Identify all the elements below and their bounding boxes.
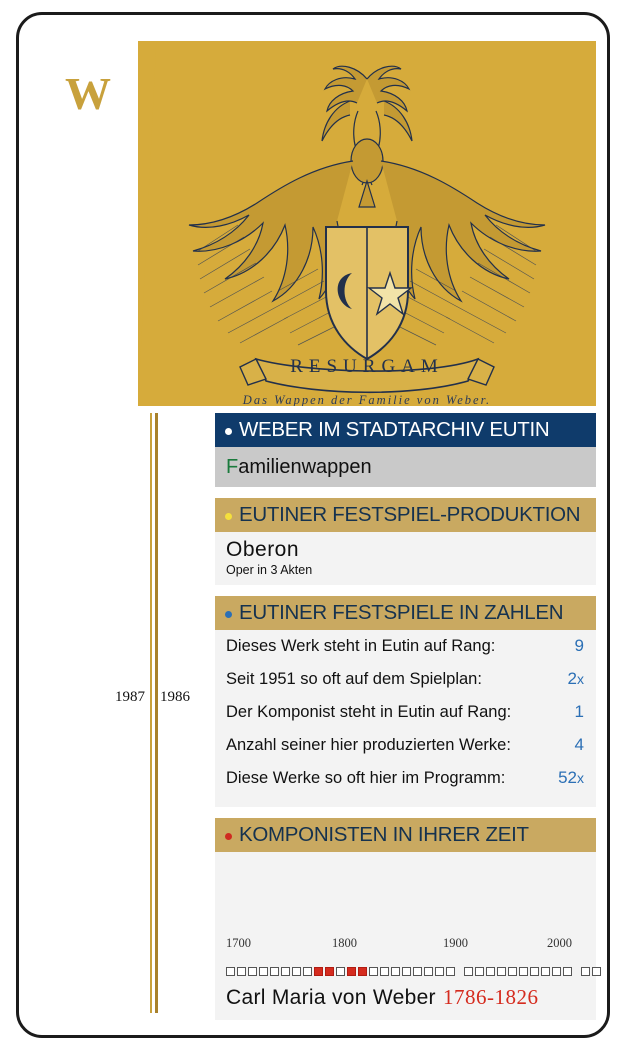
stat-unit: x: [577, 770, 584, 786]
stat-value: [575, 702, 584, 722]
decade-square: [552, 967, 561, 976]
decade-square: [435, 967, 444, 976]
decade-square: [464, 967, 473, 976]
stat-label: Diese Werke so oft hier im Programm:: [226, 769, 506, 787]
timeline-rail: [155, 413, 158, 1013]
stat-label: Der Komponist steht in Eutin auf Rang:: [226, 703, 512, 721]
stat-value: [568, 669, 584, 689]
decade-square: [424, 967, 433, 976]
decade-square: [281, 967, 290, 976]
table-row: [215, 768, 596, 801]
crest-motto: RESURGAM: [290, 356, 444, 377]
year-label-left: 1987: [115, 689, 145, 705]
work-subtitle: Oper in 3 Akten: [226, 563, 313, 577]
decade-square: [530, 967, 539, 976]
archive-entry: [215, 447, 596, 487]
stat-number: 9: [574, 636, 584, 655]
timeline-rail-outer: [150, 413, 152, 1013]
stat-unit: x: [577, 671, 584, 687]
composer-card: [16, 12, 610, 1038]
timeline-tick: 1700: [226, 936, 251, 950]
timeline-tick: 2000: [547, 936, 572, 950]
section-header-production-label: EUTINER FESTSPIEL-PRODUKTION: [239, 503, 581, 526]
stat-label: Anzahl seiner hier produzierten Werke:: [226, 736, 511, 754]
timeline-tick: 1900: [443, 936, 468, 950]
decade-square-active: [325, 967, 334, 976]
decade-square-active: [347, 967, 356, 976]
work-title: Oberon: [226, 538, 300, 561]
decade-square: [259, 967, 268, 976]
composer-timeline: [215, 852, 596, 1020]
card-index-letter: W: [65, 68, 110, 119]
archive-entry-text: amilienwappen: [238, 455, 372, 478]
production-entry: [215, 532, 596, 585]
content-column: [215, 413, 596, 1020]
section-header-timeline: [215, 818, 596, 852]
decade-square: [237, 967, 246, 976]
timeline-axis: [215, 936, 596, 958]
bullet-icon: [225, 428, 232, 435]
section-header-numbers-label: EUTINER FESTSPIELE IN ZAHLEN: [239, 601, 564, 624]
section-header-timeline-label: KOMPONISTEN IN IHRER ZEIT: [239, 823, 529, 846]
decade-square: [486, 967, 495, 976]
table-row: [215, 702, 596, 735]
section-header-production: [215, 498, 596, 532]
composer-name: Carl Maria von Weber: [226, 986, 436, 1009]
decade-square: [369, 967, 378, 976]
spacer-1: [215, 487, 596, 498]
decade-gap: [457, 967, 462, 976]
stat-number: 2: [567, 669, 577, 688]
decade-square: [508, 967, 517, 976]
decade-square: [226, 967, 235, 976]
stat-label: Seit 1951 so oft auf dem Spielplan:: [226, 670, 482, 688]
decade-square: [402, 967, 411, 976]
section-header-archive: [215, 413, 596, 447]
decade-square: [391, 967, 400, 976]
statistics-list: [215, 630, 596, 807]
decade-square: [519, 967, 528, 976]
section-header-numbers: [215, 596, 596, 630]
spacer-2: [215, 585, 596, 596]
bullet-icon: [225, 611, 232, 618]
composer-lifespan: 1786-1826: [443, 985, 539, 1009]
decade-square: [592, 967, 601, 976]
decade-square: [541, 967, 550, 976]
decade-square: [563, 967, 572, 976]
stat-number: 1: [574, 702, 584, 721]
stat-value: [575, 735, 584, 755]
decade-square: [380, 967, 389, 976]
decade-square: [248, 967, 257, 976]
decade-square: [270, 967, 279, 976]
stat-value: [558, 768, 584, 788]
timeline-decade-squares: [226, 967, 601, 976]
table-row: [215, 669, 596, 702]
timeline-tick: 1800: [332, 936, 357, 950]
decade-square-active: [314, 967, 323, 976]
family-crest-image: [138, 41, 596, 406]
decade-square: [336, 967, 345, 976]
table-row: [215, 636, 596, 669]
section-header-archive-label: WEBER IM STADTARCHIV EUTIN: [239, 418, 550, 441]
bullet-icon: [225, 833, 232, 840]
spacer-3: [215, 807, 596, 818]
decade-square: [303, 967, 312, 976]
stat-number: 52: [558, 768, 577, 787]
decade-square: [475, 967, 484, 976]
year-label-right: 1986: [160, 689, 190, 705]
decade-square: [581, 967, 590, 976]
decade-square: [292, 967, 301, 976]
crest-caption: Das Wappen der Familie von Weber.: [242, 393, 492, 406]
decade-gap: [574, 967, 579, 976]
bullet-icon: [225, 513, 232, 520]
decade-square: [446, 967, 455, 976]
stat-value: [575, 636, 584, 656]
decade-square: [497, 967, 506, 976]
table-row: [215, 735, 596, 768]
stat-number: 4: [574, 735, 584, 754]
stat-label: Dieses Werk steht in Eutin auf Rang:: [226, 637, 496, 655]
decade-square: [413, 967, 422, 976]
decade-square-active: [358, 967, 367, 976]
crest-engraving: [138, 41, 596, 406]
archive-entry-initial: F: [226, 455, 239, 478]
